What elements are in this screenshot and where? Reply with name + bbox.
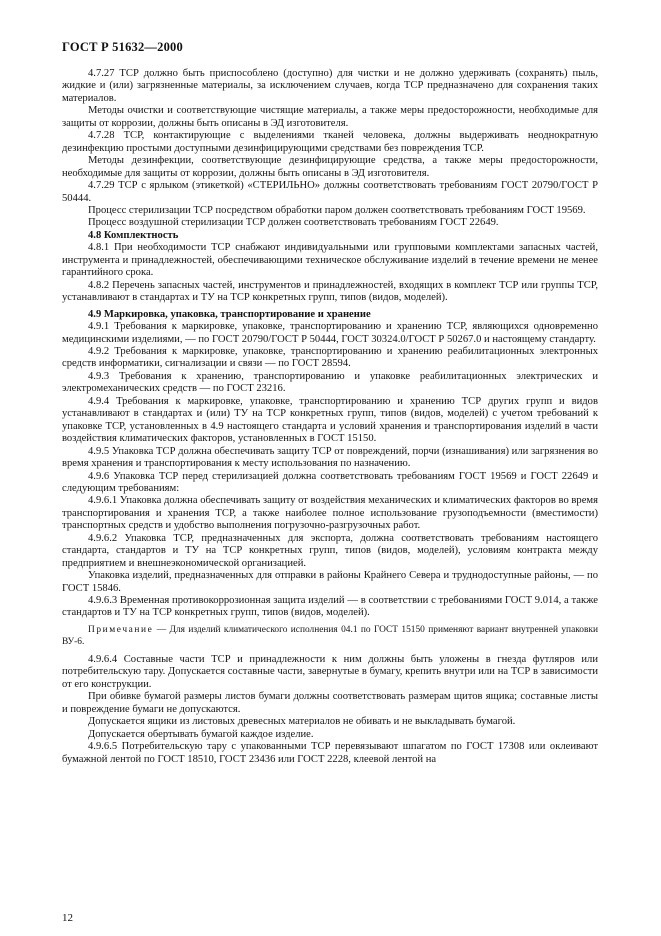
paragraph: 4.7.29 ТСР с ярлыком (этикеткой) «СТЕРИЛЬНО» должны соответствовать требованиям ГОСТ 20790/ГОСТ Р 50444. [62,180,598,204]
paragraph: Методы дезинфекции, соответствующие дезинфицирующие средства, а также меры предосторожности, необходимые для защиты от коррозии, должны быть описаны в ЭД изготовителя. [62,155,598,179]
paragraph: Процесс воздушной стерилизации ТСР должен соответствовать требованиям ГОСТ 22649. [88,217,499,229]
paragraph: 4.8.2 Перечень запасных частей, инструментов и принадлежностей, входящих в комплект ТСР или группы ТСР, устанавливают в стандартах и ТУ на ТСР конкретных групп, типов (видов, моделей). [62,279,598,304]
note [62,624,598,648]
section-heading: 4.9 Маркировка, упаковка, транспортирование и хранение [88,308,371,320]
section-heading: 4.8 Комплектность [88,229,179,241]
paragraph: 4.9.6.1 Упаковка должна обеспечивать защиту от воздействия механических и климатических факторов во время транспортирования и хранения ТСР, а также наиболее полное использование грузоподъемности (вместимости) транспортных средств и удобство выполнения погрузочно-разгрузочных работ. [62,495,598,532]
paragraph: При обивке бумагой размеры листов бумаги должны соответствовать размерам щитов ящика; составные листы и повреждение бумаги не допускаются. [62,691,598,715]
paragraph: 4.9.6.5 Потребительскую тару с упакованными ТСР перевязывают шпагатом по ГОСТ 17308 или оклеивают бумажной лентой по ГОСТ 18510, ГОСТ 23436 или ГОСТ 2228, клеевой лентой на [62,741,598,765]
paragraph: 4.9.4 Требования к маркировке, упаковке, транспортированию и хранению ТСР других групп и видов устанавливают в стандартах и (или) ТУ на ТСР конкретных групп, типов (видов, моделей) с учетом требований к упаковке ТСР, установленных в 4.9 настоящего стандарта и условий хранения и транспортирования изделий в части воздействия климатических факторов, установленных в ГОСТ 15150. [62,395,598,445]
paragraph: 4.9.2 Требования к маркировке, упаковке, транспортированию и хранению реабилитационных электронных средств информатики, сигнализации и связи — по ГОСТ 28594. [62,345,598,370]
paragraph: 4.9.3 Требования к хранению, транспортированию и упаковке реабилитационных электрических и электромеханических средств — по ГОСТ 23216. [62,370,598,395]
paragraph: Методы очистки и соответствующие чистящие материалы, а также меры предосторожности, необходимые для защиты от коррозии, должны быть описаны в ЭД изготовителя. [62,105,598,129]
paragraph: 4.7.27 ТСР должно быть приспособлено (доступно) для чистки и не должно удерживать (сохранять) пыль, жидкие и (или) загрязненные материалы, за исключением случаев, когда ТСР предназначено для сохранения таких материалов. [62,68,598,104]
paragraph: 4.9.6.3 Временная противокоррозионная защита изделий — в соответствии с требованиями ГОСТ 9.014, а также стандартов и ТУ на ТСР конкретных групп, типов (видов, моделей). [62,595,598,619]
paragraph: Допускается ящики из листовых древесных материалов не обивать и не выкладывать бумагой. [88,716,516,728]
note-text: — Для изделий климатического исполнения 04.1 по ГОСТ 15150 применяют вариант внутренней упаковки ВУ-6. [62,624,598,647]
paragraph: Допускается обертывать бумагой каждое изделие. [88,728,314,740]
paragraph: Упаковка изделий, предназначенных для отправки в районы Крайнего Севера и труднодоступные районы, — по ГОСТ 15846. [62,570,598,594]
note-label: Примечание [88,624,154,635]
paragraph: 4.8.1 При необходимости ТСР снабжают индивидуальными или групповыми комплектами запасных частей, инструмента и принадлежностей, обеспечивающими техническое обслуживание изделий в течение времени не менее гарантийного срока. [62,242,598,279]
paragraph: Процесс стерилизации ТСР посредством обработки паром должен соответствовать требованиям ГОСТ 19569. [88,204,586,216]
paragraph: 4.7.28 ТСР, контактирующие с выделениями тканей человека, должны выдерживать неоднократную дезинфекцию простыми доступными дезинфицирующими средствами без повреждения ТСР. [62,130,598,154]
paragraph: 4.9.1 Требования к маркировке, упаковке, транспортированию и хранению ТСР, являющихся одновременно медицинскими изделиями, — по ГОСТ 20790/ГОСТ Р 50444, ГОСТ 30324.0/ГОСТ Р 50267.0 и настоящему стандарту. [62,321,598,345]
paragraph: 4.9.6.4 Составные части ТСР и принадлежности к ним должны быть уложены в гнезда футляров или потребительскую тару. Допускается составные части, завернутые в бумагу, крепить внутри или на ТСР в зависимости от его конструкции. [62,653,598,690]
paragraph: 4.9.6.2 Упаковка ТСР, предназначенных для экспорта, должна соответствовать требованиям настоящего стандарта, стандартов и ТУ на ТСР конкретных групп, типов (видов, моделей), условиям контракта между предприятием и внешнеэкономической организацией. [62,532,598,569]
document-header: ГОСТ Р 51632—2000 [62,40,183,54]
page-number: 12 [62,912,73,924]
paragraph: 4.9.5 Упаковка ТСР должна обеспечивать защиту ТСР от повреждений, порчи (изнашивания) или загрязнения во время хранения и транспортирования к месту использования по назначению. [62,445,598,470]
paragraph: 4.9.6 Упаковка ТСР перед стерилизацией должна соответствовать требованиям ГОСТ 19569 и ГОСТ 22649 и следующим требованиям: [62,470,598,494]
document-body [62,68,598,766]
